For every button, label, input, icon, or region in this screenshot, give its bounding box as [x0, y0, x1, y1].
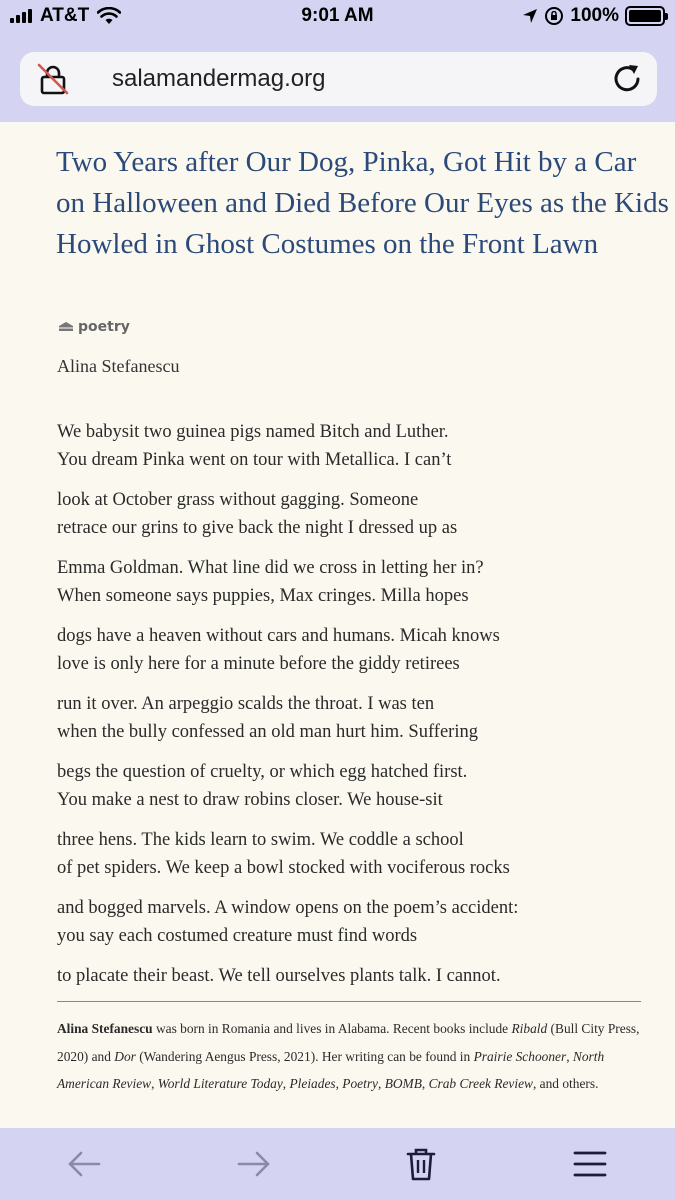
menu-icon[interactable] [572, 1146, 608, 1182]
location-icon [522, 8, 538, 24]
poem-line: We babysit two guinea pigs named Bitch and Luther. [57, 422, 449, 442]
poem-line: and bogged marvels. A window opens on the poem’s accident: [57, 898, 519, 918]
bottom-toolbar [0, 1128, 675, 1200]
category-tag[interactable] [58, 319, 130, 335]
poem-line: begs the question of cruelty, or which egg hatched first. [57, 762, 468, 782]
bio-sep: , [282, 1076, 290, 1091]
battery-percent: 100% [570, 5, 619, 26]
author-bio [57, 1015, 657, 1098]
bio-journal-1: Prairie Schooner [473, 1048, 567, 1064]
back-arrow-icon[interactable] [66, 1146, 102, 1182]
poem-line: You make a nest to draw robins closer. We house-sit [57, 790, 443, 810]
poem-body [57, 418, 657, 1002]
bio-sep: , [421, 1076, 429, 1091]
bio-journal-3: World Literature Today [157, 1076, 283, 1091]
category-label[interactable]: poetry [78, 319, 130, 335]
bio-sep: , [151, 1076, 158, 1091]
poem-line: you say each costumed creature must find words [57, 926, 418, 946]
poem-line: When someone says puppies, Max cringes. Milla hopes [57, 586, 469, 606]
carrier-label: AT&T [40, 5, 90, 26]
poem-line: You dream Pinka went on tour with Metallica. I can’t [57, 450, 452, 470]
poem-line: look at October grass without gagging. Someone [57, 490, 419, 510]
bio-book-1: Ribald [511, 1021, 548, 1036]
url-text[interactable]: salamandermag.org [112, 65, 326, 92]
poem-line: run it over. An arpeggio scalds the throat. I was ten [57, 694, 435, 714]
poem-stanza [57, 894, 657, 950]
poem-stanza [57, 826, 657, 882]
web-page [0, 122, 675, 1128]
article-title[interactable]: Two Years after Our Dog, Pinka, Got Hit by a Car on Halloween and Died Before Our Eyes as the Kids Howled in Ghost Costumes on the Front Lawn [56, 146, 669, 260]
poem-stanza [57, 554, 657, 610]
poem-line: retrace our grins to give back the night I dressed up as [57, 518, 458, 538]
bio-book-2: Dor [114, 1048, 136, 1064]
poem-stanza [57, 622, 657, 678]
poem-stanza [57, 962, 657, 990]
bio-name: Alina Stefanescu [57, 1021, 153, 1036]
bio-text-2: (Bull City Press, 2020) and [57, 1021, 640, 1064]
reload-icon[interactable] [609, 61, 645, 97]
poem-line: love is only here for a minute before the giddy retirees [57, 654, 460, 674]
bio-journal-7: Crab Creek Review [428, 1076, 533, 1091]
status-bar [0, 0, 675, 36]
poem-line: to placate their beast. We tell ourselves plants talk. I cannot. [57, 966, 501, 986]
poem-stanza [57, 690, 657, 746]
address-bar[interactable] [20, 52, 657, 106]
orientation-lock-icon [544, 6, 564, 26]
lock-slashed-icon[interactable] [36, 62, 70, 96]
bio-sep: , [566, 1048, 573, 1064]
bio-sep: , [378, 1076, 385, 1091]
bio-journal-6: BOMB [384, 1076, 422, 1091]
poem-line: three hens. The kids learn to swim. We coddle a school [57, 830, 464, 850]
poem-line: Emma Goldman. What line did we cross in letting her in? [57, 558, 484, 578]
bio-text-3: (Wandering Aengus Press, 2021). Her writing can be found in [135, 1048, 474, 1064]
book-icon [58, 321, 74, 333]
author-name[interactable]: Alina Stefanescu [57, 356, 180, 376]
poem-line: when the bully confessed an old man hurt him. Suffering [57, 722, 478, 742]
poem-stanza [57, 486, 657, 542]
forward-arrow-icon[interactable] [236, 1146, 272, 1182]
trash-icon[interactable] [403, 1146, 439, 1182]
status-right [522, 5, 665, 27]
bio-journal-5: Poetry [342, 1076, 378, 1091]
battery-icon [625, 6, 665, 26]
poem-stanza [57, 418, 657, 474]
bio-journal-2: North American Review [57, 1048, 605, 1091]
bio-journal-4: Pleiades [289, 1076, 336, 1091]
poem-line: dogs have a heaven without cars and humans. Micah knows [57, 626, 500, 646]
bio-text-1: was born in Romania and lives in Alabama. Recent books include [152, 1021, 512, 1036]
poem-stanza [57, 758, 657, 814]
divider [57, 1001, 641, 1002]
bio-text-4: , and others. [532, 1076, 599, 1091]
bio-sep: , [335, 1076, 343, 1091]
poem-line: of pet spiders. We keep a bowl stocked with vociferous rocks [57, 858, 510, 878]
clock: 9:01 AM [301, 5, 374, 26]
